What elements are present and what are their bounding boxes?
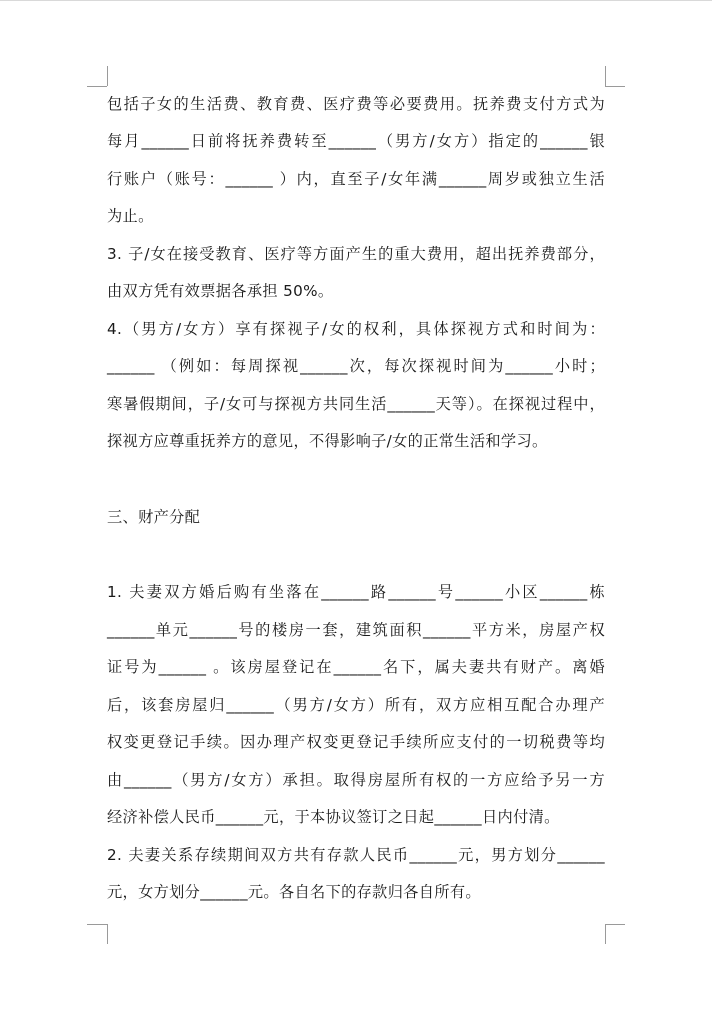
page-top-border [0,0,712,1]
paragraph-line: 3. 子/女在接受教育、医疗等方面产生的重大费用，超出抚养费部分， [107,245,605,263]
section-heading: 三、财产分配 [107,508,201,526]
paragraph-line: 探视方应尊重抚养方的意见，不得影响子/女的正常生活和学习。 [107,432,548,450]
paragraph-line: 元，女方划分______元。各自名下的存款归各自所有。 [107,883,481,901]
paragraph-line: 行账户（账号：______ ）内，直至子/女年满______周岁或独立生活 [107,170,605,188]
paragraph-line: 2. 夫妻关系存续期间双方共有存款人民币______元，男方划分______ [107,846,605,864]
paragraph-line: 由双方凭有效票据各承担 50%。 [107,282,334,300]
paragraph-line: 4.（男方/女方）享有探视子/女的权利，具体探视方式和时间为： [107,320,605,338]
paragraph-line: ______单元______号的楼房一套，建筑面积______平方米，房屋产权 [107,621,605,639]
paragraph-line: 1. 夫妻双方婚后购有坐落在______路______号______小区______栋 [107,583,605,601]
paragraph-line: 寒暑假期间，子/女可与探视方共同生活______天等）。在探视过程中， [107,395,605,413]
paragraph-line: ______ （例如：每周探视______次，每次探视时间为______小时； [107,357,605,375]
paragraph-line: 后，该套房屋归______（男方/女方）所有，双方应相互配合办理产 [107,696,605,714]
paragraph-line: 权变更登记手续。因办理产权变更登记手续所应支付的一切税费等均 [107,733,605,751]
paragraph-line: 为止。 [107,207,154,225]
paragraph-line: 每月______日前将抚养费转至______（男方/女方）指定的______银 [107,132,605,150]
paragraph-line: 经济补偿人民币______元，于本协议签订之日起______日内付清。 [107,808,560,826]
paragraph-line: 包括子女的生活费、教育费、医疗费等必要费用。抚养费支付方式为 [107,95,605,113]
paragraph-line: 证号为______ 。该房屋登记在______名下，属夫妻共有财产。离婚 [107,658,605,676]
paragraph-line: 由______（男方/女方）承担。取得房屋所有权的一方应给予另一方 [107,771,605,789]
